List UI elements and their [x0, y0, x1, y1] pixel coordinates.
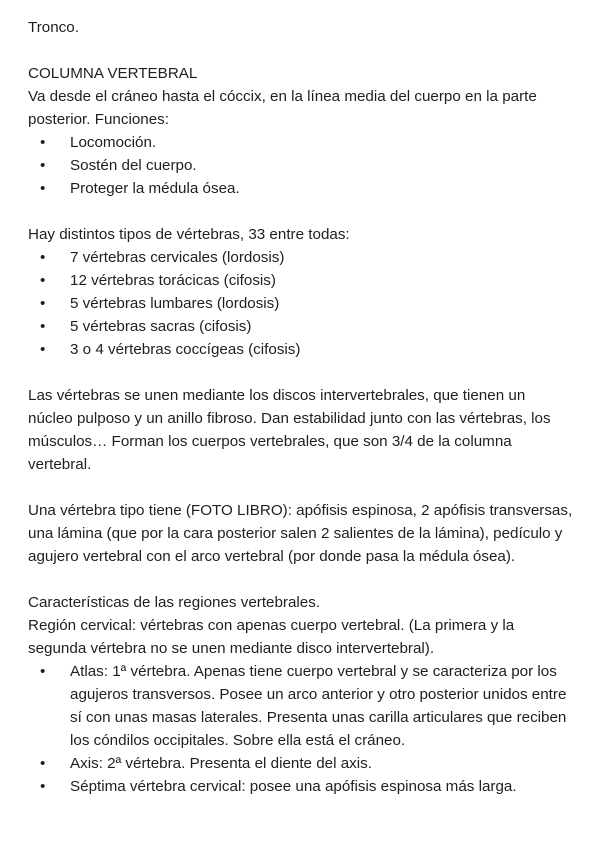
list-item: [28, 154, 573, 177]
list-item: [28, 292, 573, 315]
list-item: [28, 269, 573, 292]
list-item-text: 7 vértebras cervicales (lordosis): [70, 249, 285, 266]
list-item: [28, 246, 573, 269]
vertebra-paragraph: Una vértebra tipo tiene (FOTO LIBRO): apófisis espinosa, 2 apófisis transversas, una lámina (que por la cara posterior salen 2 salientes de la lámina), pedículo y agujero vertebral con el arco vertebral (por donde pasa la médula ósea).: [28, 502, 573, 565]
bullet-icon: •: [40, 755, 46, 772]
regions-title: Características de las regiones vertebrales.: [28, 594, 321, 611]
bullet-icon: •: [40, 272, 46, 289]
intro-paragraph: Va desde el cráneo hasta el cóccix, en la línea media del cuerpo en la parte posterior. Funciones:: [28, 88, 537, 128]
blank-line: [28, 568, 573, 591]
list-item-text: 5 vértebras lumbares (lordosis): [70, 295, 280, 312]
list-item-text: 5 vértebras sacras (cifosis): [70, 318, 252, 335]
vertebra-types-list: [28, 246, 573, 361]
list-item-text: Locomoción.: [70, 134, 157, 151]
bullet-icon: •: [40, 318, 46, 335]
bullet-icon: •: [40, 180, 46, 197]
list-item: [28, 338, 573, 361]
cervical-list: [28, 660, 573, 798]
list-item: [28, 660, 573, 752]
types-intro: Hay distintos tipos de vértebras, 33 entre todas:: [28, 226, 350, 243]
blank-line: [28, 476, 573, 499]
list-item: [28, 775, 573, 798]
list-item: [28, 131, 573, 154]
section-title: COLUMNA VERTEBRAL: [28, 65, 198, 82]
discs-paragraph: Las vértebras se unen mediante los discos intervertebrales, que tienen un núcleo pulposo y un anillo fibroso. Dan estabilidad junto con las vértebras, los músculos… Forman los cuerpos vertebrales, que son 3/4 de la columna vertebral.: [28, 387, 551, 473]
bullet-icon: •: [40, 134, 46, 151]
document-heading: Tronco.: [28, 19, 79, 36]
list-item-text: Axis: 2ª vértebra. Presenta el diente del axis.: [70, 755, 372, 772]
bullet-icon: •: [40, 341, 46, 358]
bullet-icon: •: [40, 157, 46, 174]
bullet-icon: •: [40, 663, 46, 680]
list-item-text: 3 o 4 vértebras coccígeas (cifosis): [70, 341, 301, 358]
blank-line: [28, 200, 573, 223]
list-item-text: Atlas: 1ª vértebra. Apenas tiene cuerpo vertebral y se caracteriza por los agujeros transversos. Posee un arco anterior y otro posterior unidos entre sí con unas masas laterales. Presenta unas carilla articulares que reciben los cóndilos occipitales. Sobre ella está el cráneo.: [70, 663, 567, 749]
list-item-text: 12 vértebras torácicas (cifosis): [70, 272, 276, 289]
bullet-icon: •: [40, 778, 46, 795]
functions-list: [28, 131, 573, 200]
blank-line: [28, 39, 573, 62]
list-item: [28, 752, 573, 775]
list-item: [28, 315, 573, 338]
list-item-text: Séptima vértebra cervical: posee una apófisis espinosa más larga.: [70, 778, 517, 795]
list-item-text: Proteger la médula ósea.: [70, 180, 240, 197]
cervical-paragraph: Región cervical: vértebras con apenas cuerpo vertebral. (La primera y la segunda vértebra no se unen mediante disco intervertebral).: [28, 617, 515, 657]
bullet-icon: •: [40, 249, 46, 266]
bullet-icon: •: [40, 295, 46, 312]
list-item-text: Sostén del cuerpo.: [70, 157, 197, 174]
list-item: [28, 177, 573, 200]
blank-line: [28, 361, 573, 384]
